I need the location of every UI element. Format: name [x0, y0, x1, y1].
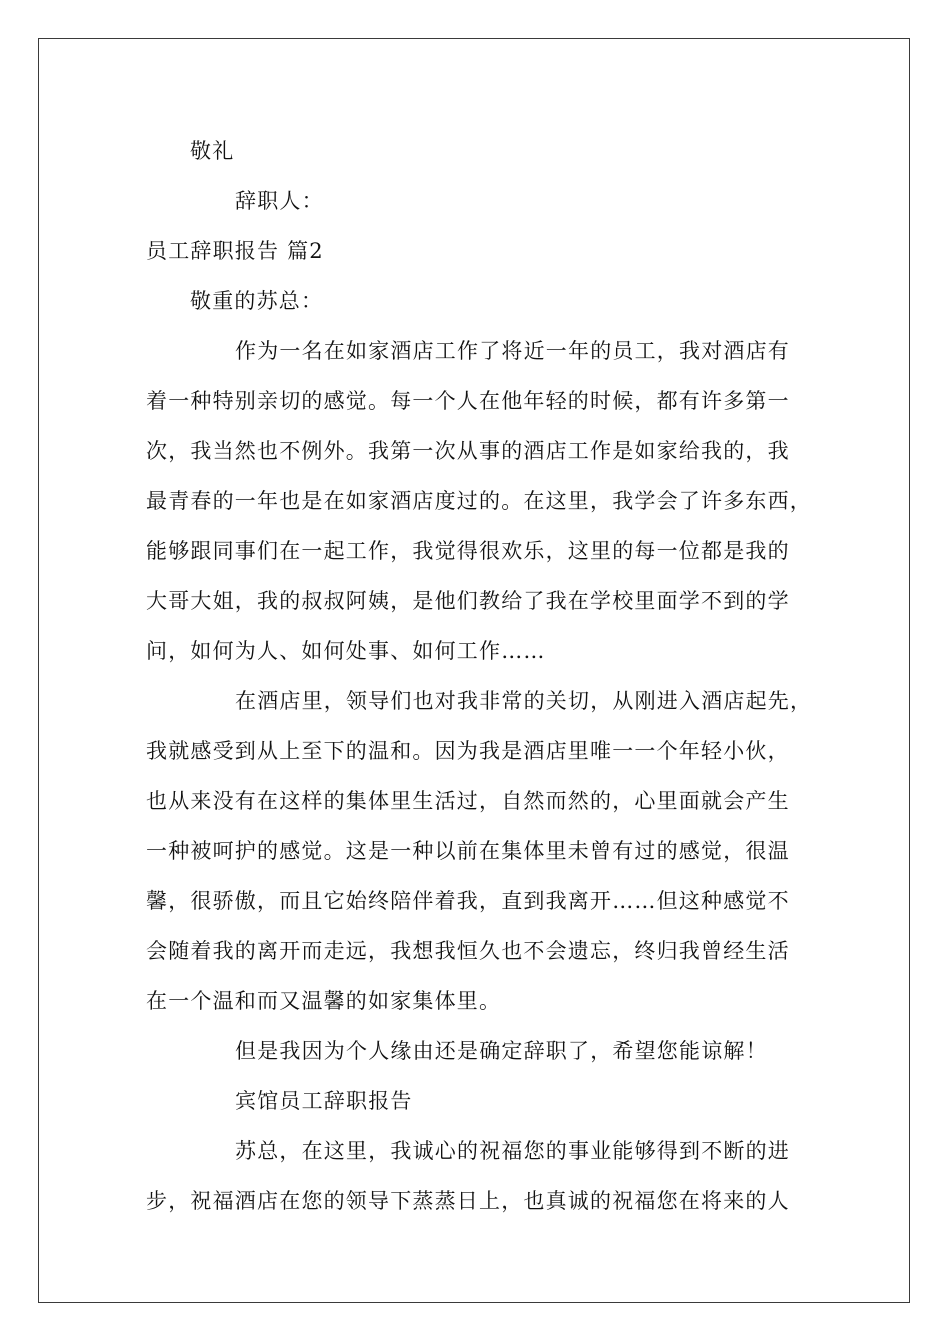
paragraph-2-line: 我就感受到从上至下的温和。因为我是酒店里唯一一个年轻小伙，	[146, 739, 790, 763]
paragraph-2-line: 会随着我的离开而走远，我想我恒久也不会遗忘，终归我曾经生活	[146, 939, 790, 963]
paragraph-2-line: 也从来没有在这样的集体里生活过，自然而然的，心里面就会产生	[146, 789, 790, 813]
paragraph-3: 但是我因为个人缘由还是确定辞职了，希望您能谅解！	[235, 1039, 768, 1063]
paragraph-1-line: 能够跟同事们在一起工作，我觉得很欢乐，这里的每一位都是我的	[146, 539, 790, 563]
closing-regards: 敬礼	[190, 139, 235, 163]
paragraph-2-line: 在一个温和而又温馨的如家集体里。	[146, 989, 502, 1013]
paragraph-1-line: 作为一名在如家酒店工作了将近一年的员工，我对酒店有	[235, 339, 790, 363]
signer-label: 辞职人：	[235, 189, 324, 213]
subheading: 宾馆员工辞职报告	[235, 1089, 413, 1113]
paragraph-2-line: 馨，很骄傲，而且它始终陪伴着我，直到我离开……但这种感觉不	[146, 889, 790, 913]
paragraph-1-line: 次，我当然也不例外。我第一次从事的酒店工作是如家给我的，我	[146, 439, 790, 463]
paragraph-1-line: 问，如何为人、如何处事、如何工作……	[146, 639, 546, 663]
paragraph-1-line: 大哥大姐，我的叔叔阿姨，是他们教给了我在学校里面学不到的学	[146, 589, 790, 613]
report-heading: 员工辞职报告 篇2	[146, 239, 324, 263]
paragraph-1-line: 着一种特别亲切的感觉。每一个人在他年轻的时候，都有许多第一	[146, 389, 790, 413]
paragraph-2-line: 在酒店里，领导们也对我非常的关切，从刚进入酒店起先，	[235, 689, 813, 713]
paragraph-2-line: 一种被呵护的感觉。这是一种以前在集体里未曾有过的感觉，很温	[146, 839, 790, 863]
paragraph-4-line: 步，祝福酒店在您的领导下蒸蒸日上，也真诚的祝福您在将来的人	[146, 1189, 790, 1213]
paragraph-1-line: 最青春的一年也是在如家酒店度过的。在这里，我学会了许多东西，	[146, 489, 812, 513]
salutation: 敬重的苏总：	[190, 289, 324, 313]
paragraph-4-line: 苏总，在这里，我诚心的祝福您的事业能够得到不断的进	[235, 1139, 790, 1163]
